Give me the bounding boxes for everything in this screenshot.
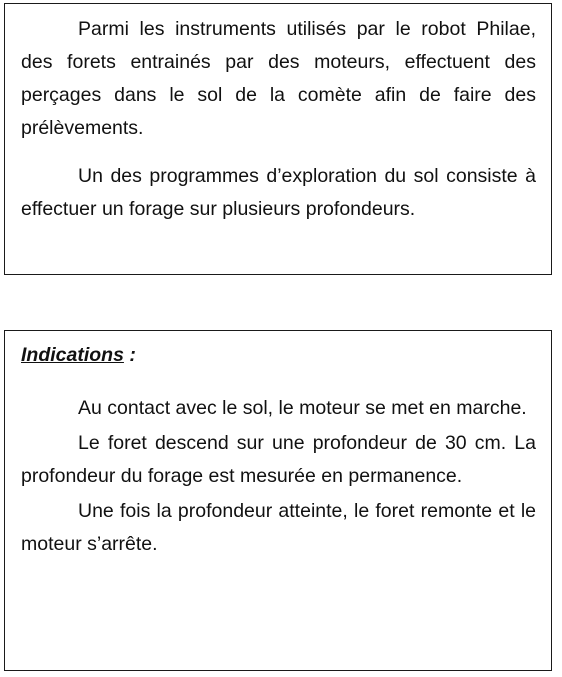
indications-title: Indications (21, 344, 124, 366)
indications-title-suffix: : (123, 344, 136, 366)
intro-box (4, 3, 552, 275)
intro-paragraph-1: Parmi les instruments utilisés par le robot Philae, des forets entrainés par des moteurs, effectuent des perçages dans le sol de la comète afin de faire des prélèvements. (21, 18, 536, 139)
indications-box (4, 330, 552, 671)
intro-paragraph-2: Un des programmes d’exploration du sol consiste à effectuer un forage sur plusieurs profondeurs. (21, 165, 536, 220)
indications-paragraph-3: Une fois la profondeur atteinte, le foret remonte et le moteur s’arrête. (21, 500, 536, 555)
indications-paragraph-1: Au contact avec le sol, le moteur se met en marche. (78, 397, 527, 419)
indications-paragraph-2: Le foret descend sur une profondeur de 30 cm. La profondeur du forage est mesurée en permanence. (21, 432, 536, 487)
indications-heading (21, 340, 536, 370)
